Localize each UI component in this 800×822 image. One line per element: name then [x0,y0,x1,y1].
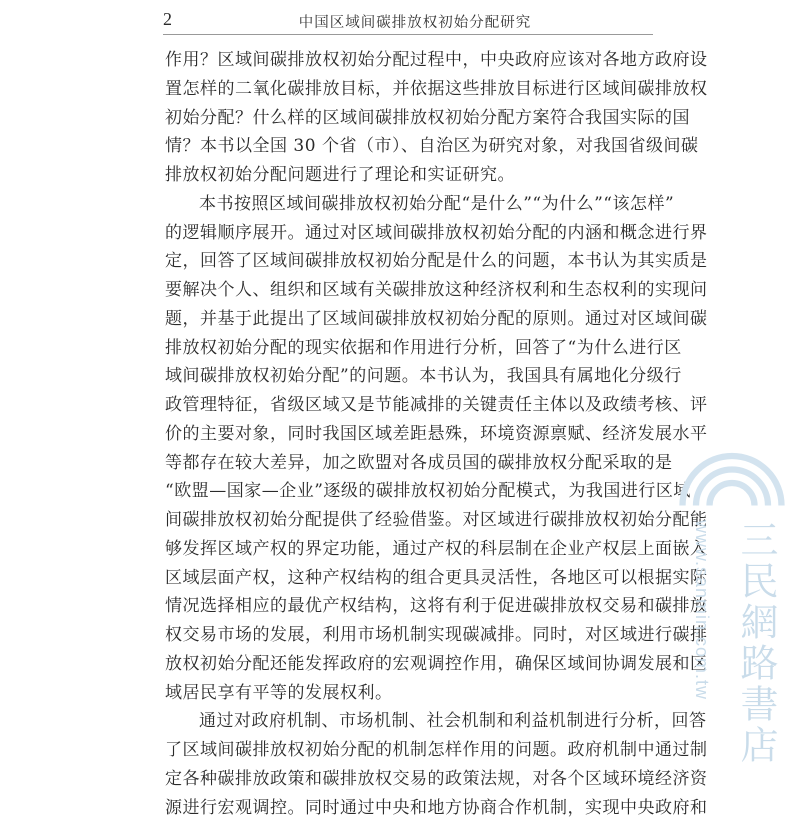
text-line: 权交易市场的发展，利用市场机制实现碳减排。同时，对区域进行碳排 [165,621,651,650]
text-line: 排放权初始分配问题进行了理论和实证研究。 [165,161,651,190]
text-line: 等都存在较大差异，加之欧盟对各成员国的碳排放权分配采取的是 [165,449,651,478]
watermark-name: 三民網路書店 [734,520,778,766]
header-rule [163,34,653,35]
text-line: 要解决个人、组织和区域有关碳排放这种经济权利和生态权利的实现问 [165,276,651,305]
running-title: 中国区域间碳排放权初始分配研究 [250,11,580,32]
text-line: 价的主要对象，同时我国区域差距悬殊，环境资源禀赋、经济发展水平 [165,420,651,449]
watermark-url: www.sanmin.com.tw [690,520,714,700]
text-line: 政管理特征，省级区域又是节能减排的关键责任主体以及政绩考核、评 [165,391,651,420]
text-line: 的逻辑顺序展开。通过对区域间碳排放权初始分配的内涵和概念进行界 [165,219,651,248]
text-line: 情？本书以全国 30 个省（市）、自治区为研究对象，对我国省级间碳 [165,132,651,161]
text-line: 够发挥区域产权的界定功能，通过产权的科层制在企业产权层上面嵌入 [165,535,651,564]
text-line: 本书按照区域间碳排放权初始分配“是什么”“为什么”“该怎样” [165,190,651,219]
text-line: “欧盟—国家—企业”逐级的碳排放权初始分配模式，为我国进行区域 [165,477,651,506]
text-line: 情况选择相应的最优产权结构，这将有利于促进碳排放权交易和碳排放 [165,592,651,621]
page-number: 2 [163,9,172,30]
text-line: 域间碳排放权初始分配”的问题。本书认为，我国具有属地化分级行 [165,362,651,391]
text-line: 定，回答了区域间碳排放权初始分配是什么的问题，本书认为其实质是 [165,247,651,276]
body-text [165,46,651,822]
text-line: 作用？区域间碳排放权初始分配过程中，中央政府应该对各地方政府设 [165,46,651,75]
text-line: 间碳排放权初始分配提供了经验借鉴。对区域进行碳排放权初始分配能 [165,506,651,535]
text-line: 通过对政府机制、市场机制、社会机制和利益机制进行分析，回答 [165,707,651,736]
text-line: 了区域间碳排放权初始分配的机制怎样作用的问题。政府机制中通过制 [165,736,651,765]
text-line: 题，并基于此提出了区域间碳排放权初始分配的原则。通过对区域间碳 [165,305,651,334]
text-line: 域居民享有平等的发展权利。 [165,679,651,708]
text-line: 放权初始分配还能发挥政府的宏观调控作用，确保区域间协调发展和区 [165,650,651,679]
text-line: 源进行宏观调控。同时通过中央和地方协商合作机制，实现中央政府和 [165,794,651,822]
text-line: 排放权初始分配的现实依据和作用进行分析，回答了“为什么进行区 [165,334,651,363]
text-line: 置怎样的二氧化碳排放目标，并依据这些排放目标进行区域间碳排放权 [165,75,651,104]
text-line: 定各种碳排放政策和碳排放权交易的政策法规，对各个区域环境经济资 [165,765,651,794]
text-line: 初始分配？什么样的区域间碳排放权初始分配方案符合我国实际的国 [165,104,651,133]
text-line: 区域层面产权，这种产权结构的组合更具灵活性，各地区可以根据实际 [165,564,651,593]
